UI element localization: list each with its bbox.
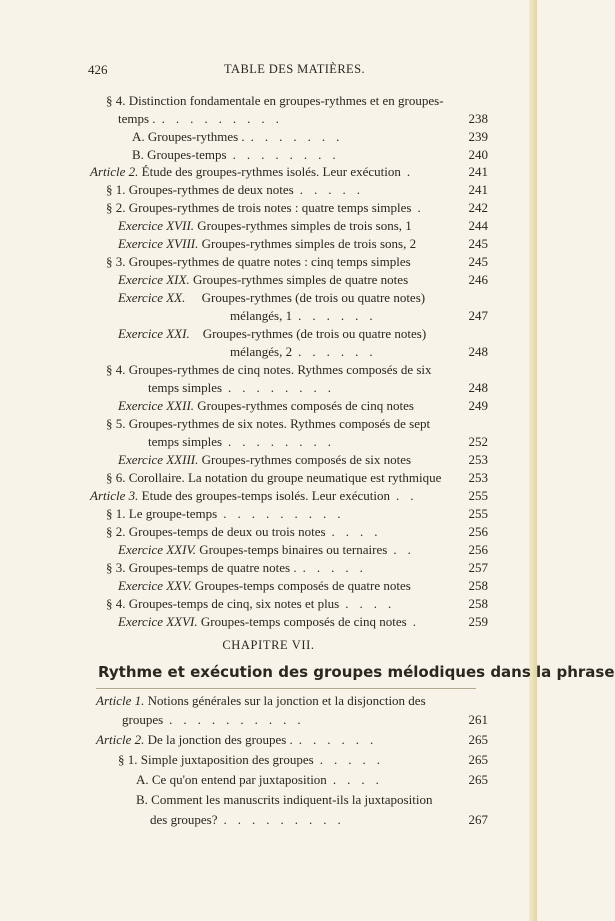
toc-entry: A. Groupes-rythmes . ....... 239 bbox=[132, 129, 488, 144]
page-ref: 245 bbox=[468, 254, 488, 269]
toc-entry: Exercice XX. Groupes-rythmes (de trois ou quatre notes) bbox=[118, 290, 426, 305]
page-ref: 239 bbox=[468, 129, 488, 144]
toc-entry: § 4. Groupes-rythmes de cinq notes. Rythmes composés de six bbox=[106, 362, 432, 377]
toc-entry: des groupes? ......... 267 bbox=[150, 812, 488, 827]
page-ref: 248 bbox=[468, 380, 488, 395]
toc-entry: § 3. Groupes-temps de quatre notes . ..... 257 bbox=[106, 560, 488, 575]
page-ref: 242 bbox=[468, 200, 488, 215]
toc-entry: § 4. Groupes-temps de cinq, six notes et plus .... 258 bbox=[106, 596, 488, 611]
toc-entry: Exercice XVII. Groupes-rythmes simples de trois sons, 1 244 bbox=[118, 218, 488, 233]
toc-entry: § 2. Groupes-temps de deux ou trois notes .... 256 bbox=[106, 524, 488, 539]
page-ref: 252 bbox=[468, 434, 488, 449]
page-ref: 255 bbox=[468, 488, 488, 503]
page-ref: 265 bbox=[468, 772, 488, 787]
toc-entry: Exercice XXVI. Groupes-temps composés de cinq notes . 259 bbox=[118, 614, 488, 629]
page-ref: 267 bbox=[468, 812, 488, 827]
toc-entry: mélangés, 2 ...... 248 bbox=[230, 344, 488, 359]
toc-entry: temps simples ........ 248 bbox=[148, 380, 488, 395]
toc-entry: temps simples ........ 252 bbox=[148, 434, 488, 449]
toc-entry: temps . ......... 238 bbox=[118, 111, 488, 126]
page-ref: 258 bbox=[468, 596, 488, 611]
toc-entry: § 3. Groupes-rythmes de quatre notes : cinq temps simples 245 bbox=[106, 254, 488, 269]
page-ref: 261 bbox=[468, 712, 488, 727]
chapter-subtitle: Rythme et exécution des groupes mélodiques dans la phrase bbox=[98, 663, 615, 681]
page-ref: 256 bbox=[468, 542, 488, 557]
page-ref: 255 bbox=[468, 506, 488, 521]
toc-entry: Article 1. Notions générales sur la jonction et la disjonction des bbox=[96, 693, 426, 708]
page-ref: 259 bbox=[468, 614, 488, 629]
page-ref: 248 bbox=[468, 344, 488, 359]
page-ref: 253 bbox=[468, 470, 488, 485]
page-ref: 258 bbox=[468, 578, 488, 593]
toc-entry: Exercice XVIII. Groupes-rythmes simples de trois sons, 2 245 bbox=[118, 236, 488, 251]
page-number: 426 bbox=[88, 62, 108, 77]
page-ref: 238 bbox=[468, 111, 488, 126]
toc-entry: Article 3. Etude des groupes-temps isolés. Leur exécution .. 255 bbox=[90, 488, 488, 503]
divider bbox=[96, 688, 476, 689]
toc-entry: Exercice XXV. Groupes-temps composés de quatre notes 258 bbox=[118, 578, 488, 593]
page-ref: 246 bbox=[468, 272, 488, 287]
page-ref: 240 bbox=[468, 147, 488, 162]
toc-entry: § 1. Simple juxtaposition des groupes ..... 265 bbox=[118, 752, 488, 767]
toc-entry: groupes .......... 261 bbox=[122, 712, 488, 727]
page-ref: 256 bbox=[468, 524, 488, 539]
toc-entry: § 1. Groupes-rythmes de deux notes ..... 241 bbox=[106, 182, 488, 197]
page-ref: 265 bbox=[468, 752, 488, 767]
page-ref: 247 bbox=[468, 308, 488, 323]
toc-entry: Exercice XXII. Groupes-rythmes composés de cinq notes 249 bbox=[118, 398, 488, 413]
toc-entry: A. Ce qu'on entend par juxtaposition .... 265 bbox=[136, 772, 488, 787]
toc-entry: mélangés, 1 ...... 247 bbox=[230, 308, 488, 323]
toc-entry: § 2. Groupes-rythmes de trois notes : quatre temps simples . 242 bbox=[106, 200, 488, 215]
page-ref: 249 bbox=[468, 398, 488, 413]
toc-entry: Article 2. Étude des groupes-rythmes isolés. Leur exécution . 241 bbox=[90, 164, 488, 179]
toc-entry: § 4. Distinction fondamentale en groupes-rythmes et en groupes- bbox=[106, 93, 444, 108]
running-title: TABLE DES MATIÈRES. bbox=[224, 62, 365, 76]
toc-entry: B. Comment les manuscrits indiquent-ils la juxtaposition bbox=[136, 792, 433, 807]
page-ref: 253 bbox=[468, 452, 488, 467]
page-edge bbox=[529, 0, 537, 921]
toc-entry: § 1. Le groupe-temps ......... 255 bbox=[106, 506, 488, 521]
chapter-heading: CHAPITRE VII. bbox=[222, 638, 315, 652]
page-ref: 241 bbox=[468, 164, 488, 179]
toc-entry: Exercice XXI. Groupes-rythmes (de trois ou quatre notes) bbox=[118, 326, 427, 341]
page-ref: 257 bbox=[468, 560, 488, 575]
toc-entry: Article 2. De la jonction des groupes . ...... 265 bbox=[96, 732, 488, 747]
toc-entry: B. Groupes-temps ........ 240 bbox=[132, 147, 488, 162]
page-ref: 265 bbox=[468, 732, 488, 747]
toc-entry: Exercice XXIV. Groupes-temps binaires ou ternaires .. 256 bbox=[118, 542, 488, 557]
toc-entry: Exercice XXIII. Groupes-rythmes composés de six notes 253 bbox=[118, 452, 488, 467]
toc-entry: § 6. Corollaire. La notation du groupe neumatique est rythmique 253 bbox=[106, 470, 488, 485]
toc-entry: § 5. Groupes-rythmes de six notes. Rythmes composés de sept bbox=[106, 416, 431, 431]
page-ref: 244 bbox=[468, 218, 488, 233]
toc-entry: Exercice XIX. Groupes-rythmes simples de quatre notes 246 bbox=[118, 272, 488, 287]
page-ref: 245 bbox=[468, 236, 488, 251]
page-ref: 241 bbox=[468, 182, 488, 197]
